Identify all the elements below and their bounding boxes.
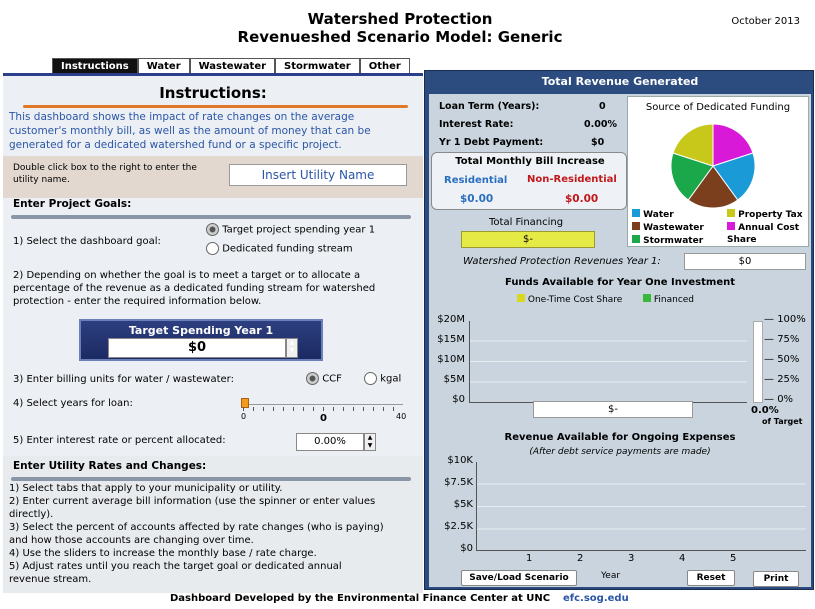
funds-y-tick: $0 — [452, 394, 465, 405]
pie-title: Source of Dedicated Funding — [645, 102, 791, 113]
pct-tick: — 50% — [764, 354, 800, 365]
step-2: 2) Enter current average bill information (use the spinner or enter values directly). — [9, 496, 376, 520]
target-spending-box — [79, 319, 323, 361]
tab-stormwater[interactable]: Stormwater — [275, 58, 360, 74]
interest-label: Interest Rate: — [439, 119, 514, 130]
ongoing-y-tick: $10K — [447, 455, 473, 466]
pct-tick: — 25% — [764, 374, 800, 385]
funds-y-tick: $20M — [437, 314, 465, 325]
legend-water — [632, 209, 674, 220]
utility-hint: Double click box to the right to enter the utility name. — [13, 163, 197, 185]
ongoing-x-tick: 1 — [526, 553, 533, 564]
target-spending-label: Target Spending Year 1 — [128, 324, 274, 337]
tab-water[interactable]: Water — [138, 58, 190, 74]
rates-section — [3, 456, 423, 593]
residential-value: $0.00 — [460, 193, 494, 205]
bill-heading: Total Monthly Bill Increase — [455, 156, 605, 167]
pct-tick: — 75% — [764, 334, 800, 345]
tab-bar — [52, 58, 410, 74]
pct-tick-label: 0% — [777, 394, 794, 405]
divider — [11, 215, 411, 219]
total-financing-label: Total Financing — [489, 217, 564, 228]
rate-input[interactable]: 0.00% — [296, 433, 364, 451]
ws-rev-value: $0 — [684, 253, 806, 270]
tab-other[interactable]: Other — [360, 58, 410, 74]
save-load-button[interactable]: Save/Load Scenario — [461, 570, 577, 586]
bill-increase-box — [431, 152, 627, 210]
footer-credit: Dashboard Developed by the Environmental Finance Center at UNC — [170, 593, 551, 604]
intro-text: This dashboard shows the impact of rate changes on the average customer's monthly bill, as well as the amount of money that can be generated for a dedicated watershed fund or a specific project. — [9, 111, 371, 151]
target-spending-input[interactable]: $0 — [108, 338, 286, 358]
tab-wastewater[interactable]: Wastewater — [190, 58, 275, 74]
radio-selected-icon[interactable] — [206, 223, 219, 236]
loan-term-value: 0 — [599, 101, 606, 112]
funds-plot-area — [469, 321, 747, 403]
step-5: 5) Adjust rates until you reach the target goal or dedicated annual revenue stream. — [9, 561, 342, 585]
legend-wastewater-label: Wastewater — [643, 223, 704, 233]
goal-option-stream[interactable] — [206, 242, 353, 256]
legend-water-label: Water — [643, 210, 674, 220]
slider-track — [243, 404, 403, 405]
slider-value: 0 — [320, 413, 327, 424]
legend-wastewater-swatch — [632, 222, 640, 230]
nonres-label: Non-Residential — [527, 174, 617, 185]
loan-years-slider[interactable] — [241, 396, 406, 426]
goal-option-stream-label: Dedicated funding stream — [222, 243, 353, 255]
legend-swatch — [517, 294, 525, 302]
utility-name-field[interactable]: Insert Utility Name — [229, 164, 407, 186]
residential-label: Residential — [444, 175, 508, 186]
pct-tick-label: 50% — [777, 354, 800, 365]
ws-rev-label: Watershed Protection Revenues Year 1: — [463, 256, 661, 267]
rate-spinner[interactable]: ▲ ▼ — [364, 433, 376, 451]
unit-option-ccf[interactable] — [306, 372, 342, 386]
pct-tick-label: 75% — [777, 334, 800, 345]
goals-heading: Enter Project Goals: — [13, 198, 132, 210]
legend-stormwater-label: Stormwater — [643, 236, 704, 246]
radio-icon[interactable] — [364, 372, 377, 385]
ongoing-x-tick: 5 — [730, 553, 737, 564]
ongoing-subtitle: (After debt service payments are made) — [529, 447, 711, 457]
funds-legend1-label: One-Time Cost Share — [527, 295, 623, 305]
legend-stormwater — [632, 235, 703, 246]
steps-list — [9, 482, 384, 586]
step-1: 1) Select tabs that apply to your municipality or utility. — [9, 483, 283, 494]
ongoing-y-axis — [433, 455, 473, 555]
ongoing-y-tick: $0 — [460, 543, 473, 554]
pct-target-bar — [753, 321, 763, 403]
funds-title: Funds Available for Year One Investment — [504, 277, 736, 288]
funds-legend-financed — [643, 294, 694, 305]
legend-property-swatch — [727, 209, 735, 217]
legend-stormwater-swatch — [632, 235, 640, 243]
ongoing-x-tick: 4 — [679, 553, 686, 564]
funds-y-axis — [433, 314, 465, 414]
ongoing-title: Revenue Available for Ongoing Expenses — [504, 432, 736, 443]
legend-water-swatch — [632, 209, 640, 217]
goal-option-target[interactable] — [206, 223, 375, 237]
step-3: 3) Select the percent of accounts affected by rate changes (who is paying) and how those accounts are changing over time. — [9, 522, 384, 546]
ongoing-y-tick: $2.5K — [444, 521, 473, 532]
ongoing-x-axis — [476, 553, 806, 567]
slider-ticks — [243, 407, 403, 411]
loan-term-label: Loan Term (Years): — [439, 101, 540, 112]
nonres-value: $0.00 — [565, 193, 599, 205]
ongoing-y-tick: $7.5K — [444, 477, 473, 488]
legend-wastewater — [632, 222, 704, 233]
pct-tick: — 0% — [764, 394, 794, 405]
instructions-title: Instructions: — [159, 84, 267, 102]
year-label: Year — [601, 571, 621, 581]
instructions-panel — [3, 73, 423, 590]
title-line1: Watershed Protection — [307, 10, 493, 28]
pie-chart — [668, 121, 758, 211]
legend-property-label: Property Tax — [738, 210, 803, 220]
goal-option-target-label: Target project spending year 1 — [222, 224, 376, 236]
revenue-panel — [424, 70, 814, 590]
target-spinner[interactable]: ▲ ▼ — [286, 338, 298, 358]
step-4: 4) Use the sliders to increase the monthly base / rate charge. — [9, 548, 317, 559]
reset-button[interactable]: Reset — [687, 570, 735, 586]
q4-label: 4) Select years for loan: — [13, 398, 133, 409]
slider-max: 40 — [396, 412, 407, 421]
tab-instructions[interactable]: Instructions — [52, 58, 138, 74]
radio-selected-icon[interactable] — [306, 372, 319, 385]
legend-swatch — [643, 294, 651, 302]
funds-y-tick: $15M — [437, 334, 465, 345]
legend-cost-share — [727, 222, 807, 246]
debt-value: $0 — [591, 137, 605, 148]
q3-label: 3) Enter billing units for water / wastewater: — [13, 374, 234, 385]
debt-label: Yr 1 Debt Payment: — [439, 137, 544, 148]
utility-name-row — [3, 156, 423, 198]
ongoing-plot-area — [476, 462, 806, 551]
footer-link[interactable]: efc.sog.edu — [563, 593, 629, 604]
total-financing-value: $- — [461, 231, 595, 248]
unit-kgal-label: kgal — [380, 373, 402, 385]
unit-ccf-label: CCF — [322, 373, 342, 385]
q1-label: 1) Select the dashboard goal: — [13, 236, 161, 247]
pct-tick-label: 25% — [777, 374, 800, 385]
funds-value: $- — [533, 401, 693, 418]
legend-cost-share-swatch — [727, 222, 735, 230]
ongoing-x-tick: 2 — [577, 553, 584, 564]
q2-label: 2) Depending on whether the goal is to meet a target or to allocate a percentage of the revenue as a dedicated funding stream for watershed protection - enter the required information below. — [13, 270, 376, 307]
date-label: October 2013 — [731, 16, 800, 27]
legend-property-tax — [727, 209, 803, 220]
pct-tick: — 100% — [764, 314, 806, 325]
funding-source-chart — [627, 96, 809, 247]
of-target-label: of Target — [762, 417, 803, 426]
q5-label: 5) Enter interest rate or percent allocated: — [13, 435, 226, 446]
interest-value: 0.00% — [584, 119, 617, 130]
funds-legend-cost-share — [517, 294, 622, 305]
radio-icon[interactable] — [206, 242, 219, 255]
divider — [11, 477, 411, 481]
pct-tick-label: 100% — [777, 314, 806, 325]
slider-min: 0 — [241, 412, 247, 421]
funds-y-tick: $5M — [443, 374, 465, 385]
revenue-title: Total Revenue Generated — [541, 75, 699, 88]
title-line2: Revenueshed Scenario Model: Generic — [237, 28, 563, 46]
funds-legend2-label: Financed — [653, 295, 695, 305]
pct-axis — [764, 314, 806, 414]
print-button[interactable]: Print — [753, 571, 799, 587]
pct-target-value: 0.0% — [751, 405, 779, 416]
rates-heading: Enter Utility Rates and Changes: — [13, 460, 207, 472]
legend-cost-share-label: Annual Cost Share — [727, 223, 800, 245]
divider — [23, 105, 408, 108]
ongoing-x-tick: 3 — [628, 553, 635, 564]
funds-y-tick: $10M — [437, 354, 465, 365]
ongoing-y-tick: $5K — [453, 499, 473, 510]
revenue-inner — [429, 94, 811, 587]
unit-option-kgal[interactable] — [364, 372, 401, 386]
